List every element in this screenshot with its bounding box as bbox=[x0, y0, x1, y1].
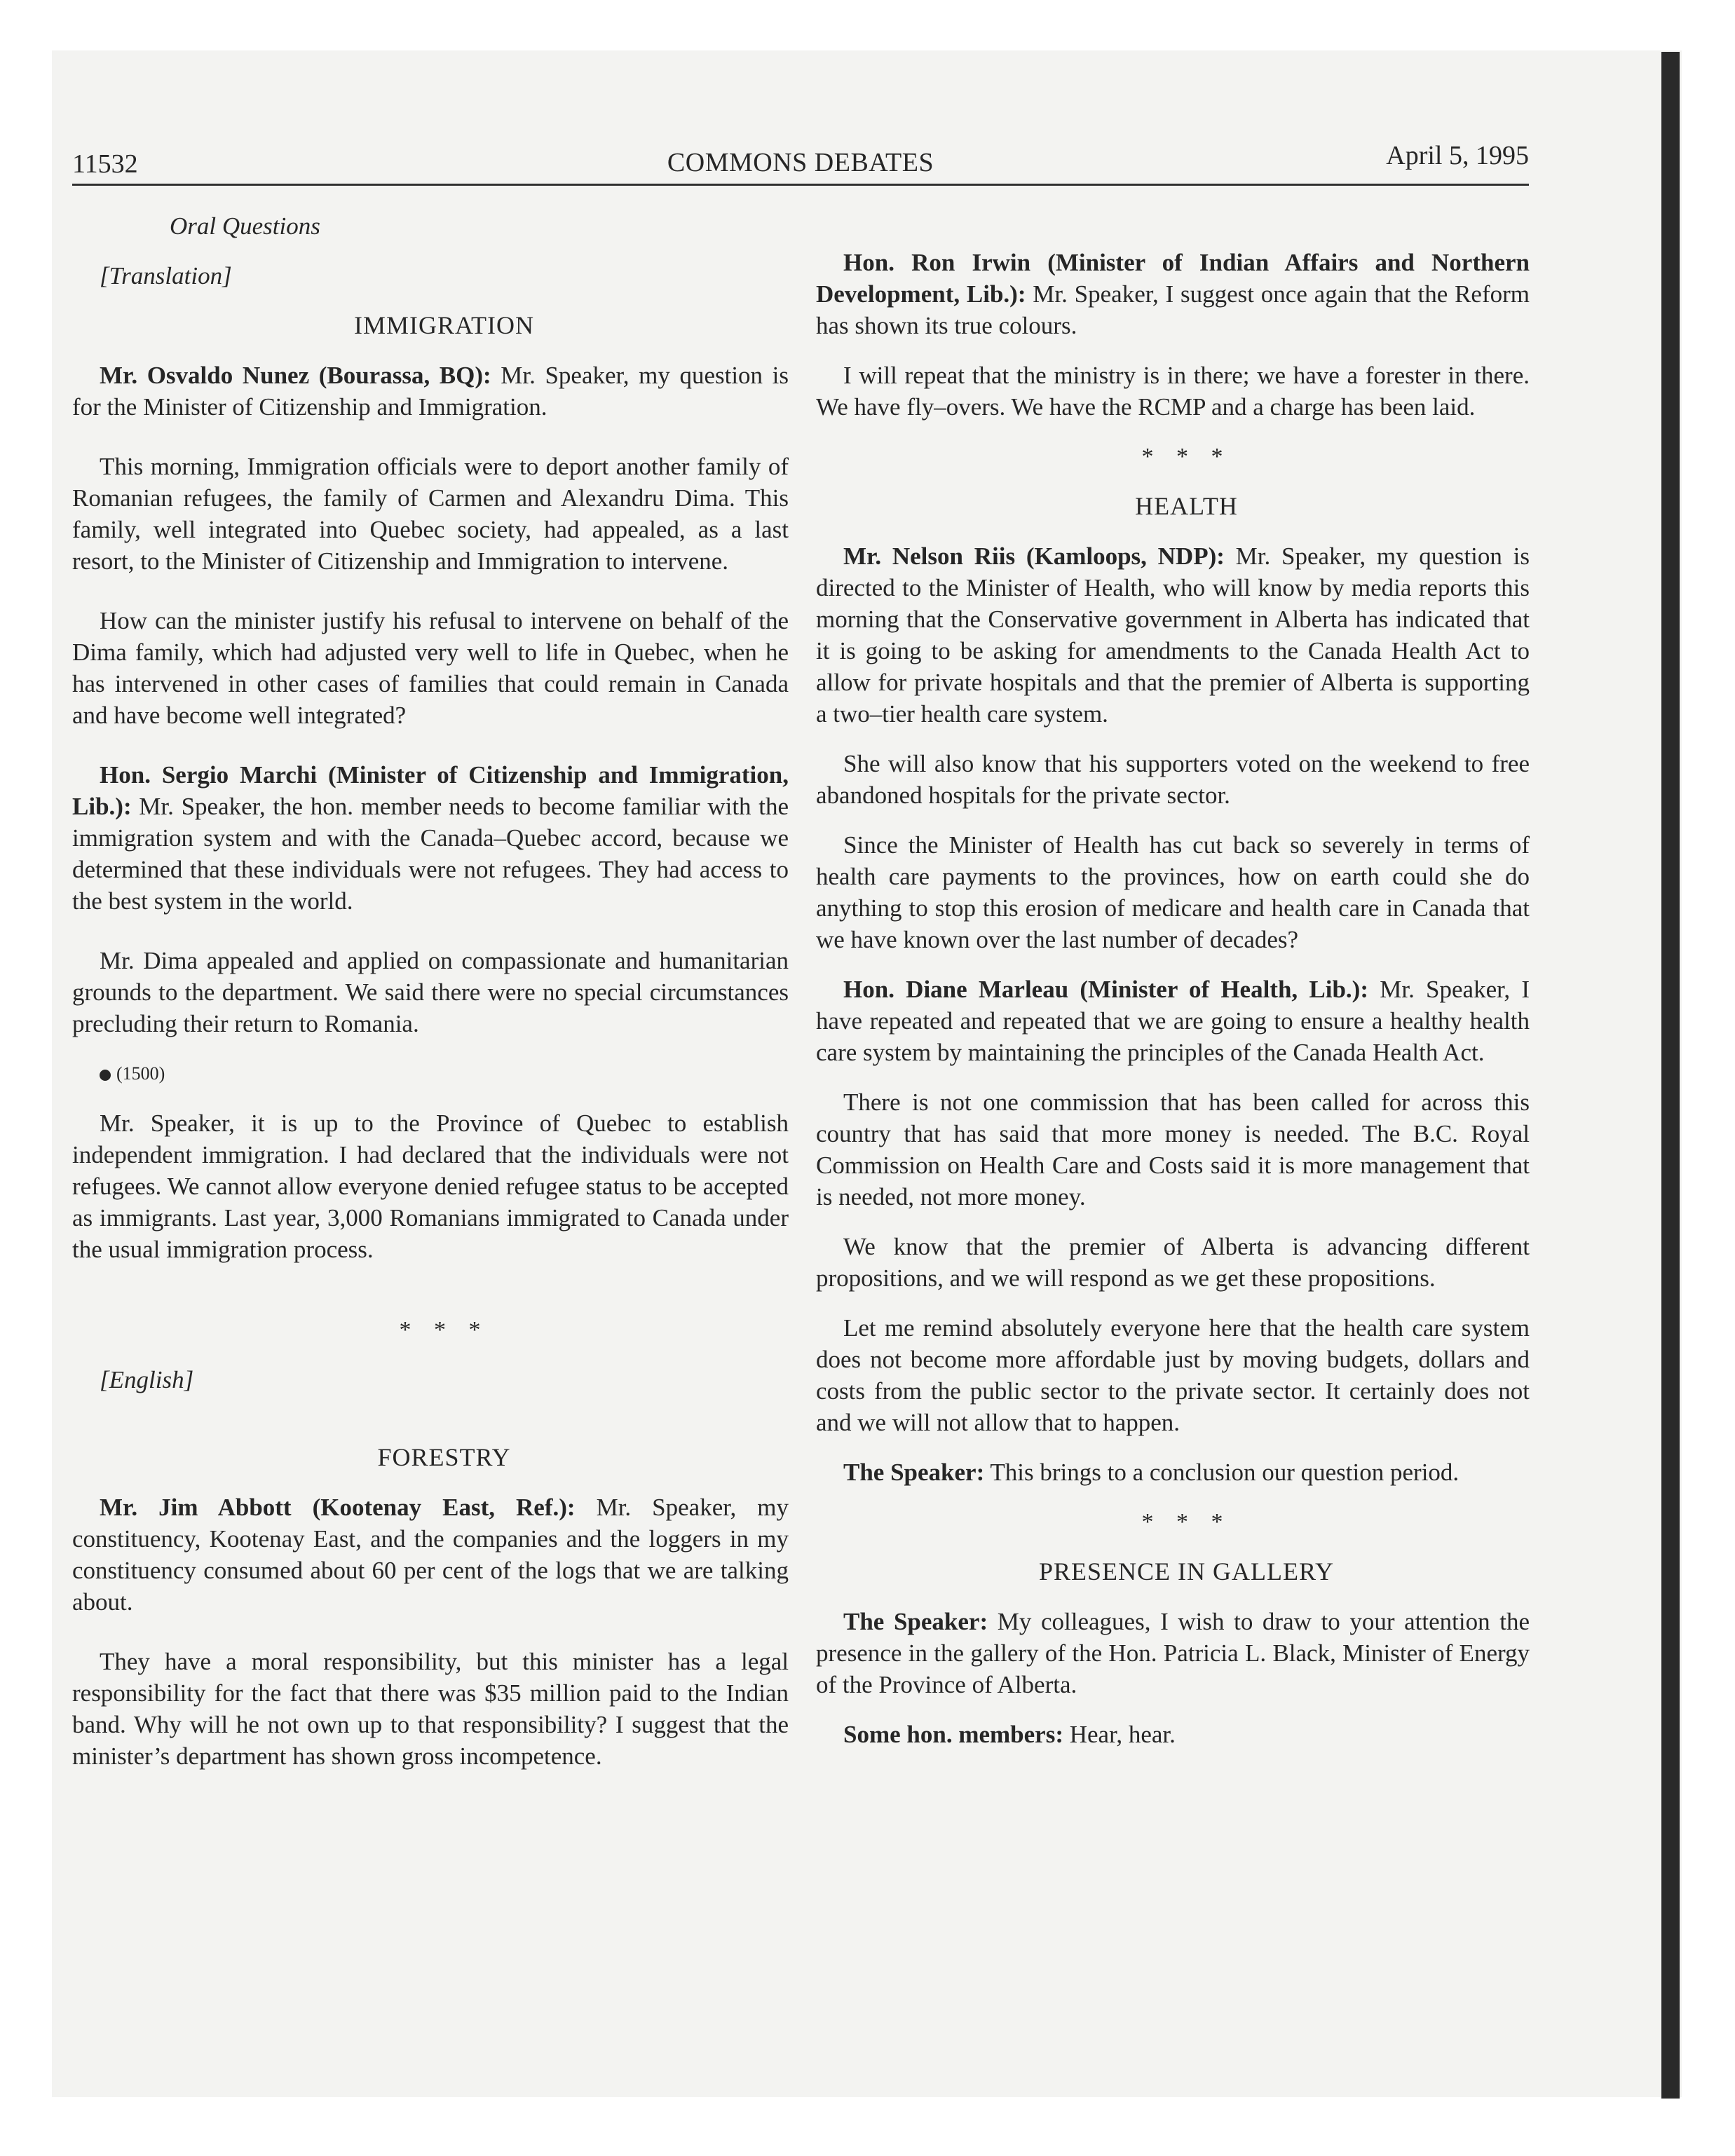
paragraph: Mr. Speaker, it is up to the Province of Quebec to establish independent immigration. I had declared that the individuals were not refugees. We cannot allow everyone denied refugee status to be accepted as immigrants. Last year, 3,000 Romanians immigrated to Canada under the usual immigration process. bbox=[72, 1110, 789, 1263]
page-header bbox=[72, 140, 1529, 182]
speaker-name: The Speaker: bbox=[843, 1459, 985, 1486]
english-tag: [English] bbox=[100, 1366, 194, 1393]
paragraph: We know that the premier of Alberta is advancing different propositions, and we will respond as we get these propositions. bbox=[816, 1233, 1530, 1292]
paragraph: I will repeat that the ministry is in there; we have a forester in there. We have fly–overs. We have the RCMP and a charge has been laid. bbox=[816, 362, 1530, 421]
left-column bbox=[72, 210, 789, 1790]
publication-title: COMMONS DEBATES bbox=[667, 148, 934, 177]
speech-text: This brings to a conclusion our question period. bbox=[984, 1459, 1460, 1486]
paragraph: How can the minister justify his refusal to intervene on behalf of the Dima family, which had adjusted very well to life in Quebec, when he has intervened in other cases of families that could remain in Canada and have become well integrated? bbox=[72, 607, 789, 729]
scan-edge-bar bbox=[1661, 52, 1680, 2099]
paragraph bbox=[72, 360, 789, 423]
translation-tag: [Translation] bbox=[100, 262, 232, 289]
publication-date: April 5, 1995 bbox=[1386, 141, 1529, 170]
speech-text: Mr. Speaker, my question is directed to the Minister of Health, who will know by media reports this morning that the Conservative government in Alberta has indicated that it is going to be asking for amendments to the Canada Health Act to allow for private hospitals and that the premier of Alberta is supporting a two–tier health care system. bbox=[816, 543, 1530, 728]
timestamp-text: (1500) bbox=[116, 1063, 165, 1084]
speaker-name: Hon. Diane Marleau (Minister of Health, Lib.): bbox=[843, 976, 1368, 1003]
paragraph bbox=[816, 1456, 1530, 1488]
paragraph: This morning, Immigration officials were to deport another family of Romanian refugees, the family of Carmen and Alexandru Dima. This family, well integrated into Quebec society, had appealed, as a last resort, to the Minister of Citizenship and Immigration to intervene. bbox=[72, 453, 789, 575]
heading-health: HEALTH bbox=[1135, 492, 1238, 520]
heading-immigration: IMMIGRATION bbox=[354, 311, 534, 339]
speaker-name: Hon. Sergio Marchi (Minister of Citizenship and Immigration, Lib.): bbox=[72, 761, 789, 820]
paragraph bbox=[816, 247, 1530, 341]
speech-text: Mr. Speaker, I have repeated and repeated that we are going to ensure a healthy health care system by maintaining the principles of the Canada Health Act. bbox=[816, 976, 1530, 1066]
paragraph: Since the Minister of Health has cut back so severely in terms of health care payments to the provinces, how on earth could she do anything to stop this erosion of medicare and health care in Canada that we have known over the last number of decades? bbox=[816, 831, 1530, 953]
paragraph: Mr. Dima appealed and applied on compassionate and humanitarian grounds to the department. We said there were no special circumstances precluding their return to Romania. bbox=[72, 947, 789, 1037]
section-separator: * * * bbox=[399, 1317, 489, 1343]
timestamp bbox=[72, 1058, 789, 1089]
page-number: 11532 bbox=[72, 149, 138, 179]
right-column bbox=[816, 247, 1530, 1768]
paragraph bbox=[816, 974, 1530, 1068]
paragraph bbox=[816, 540, 1530, 730]
header-rule bbox=[72, 184, 1529, 186]
paragraph bbox=[72, 1492, 789, 1618]
running-head: Oral Questions bbox=[170, 212, 320, 240]
section-separator: * * * bbox=[1141, 1509, 1232, 1535]
speaker-name: Mr. Osvaldo Nunez (Bourassa, BQ): bbox=[100, 362, 491, 389]
bullet-icon bbox=[100, 1070, 111, 1081]
speech-text: My colleagues, I wish to draw to your attention the presence in the gallery of the Hon. Patricia L. Black, Minister of Energy of the Province of Alberta. bbox=[816, 1608, 1530, 1698]
paragraph: Let me remind absolutely everyone here that the health care system does not become more affordable just by moving budgets, dollars and costs from the public sector to the private sector. It certainly does not and we will not allow that to happen. bbox=[816, 1314, 1530, 1436]
speaker-name: Hon. Ron Irwin (Minister of Indian Affairs and Northern Development, Lib.): bbox=[816, 249, 1530, 308]
speech-text: Mr. Speaker, the hon. member needs to become familiar with the immigration system and with the Canada–Quebec accord, because we determined that these individuals were not refugees. They had access to the best system in the world. bbox=[72, 793, 789, 915]
paragraph: She will also know that his supporters voted on the weekend to free abandoned hospitals for the private sector. bbox=[816, 750, 1530, 809]
section-separator: * * * bbox=[1141, 444, 1232, 470]
speech-text: Mr. Speaker, my constituency, Kootenay East, and the companies and the loggers in my constituency consumed about 60 per cent of the logs that we are talking about. bbox=[72, 1494, 789, 1616]
paragraph bbox=[816, 1719, 1530, 1750]
speech-text: Hear, hear. bbox=[1063, 1721, 1176, 1748]
heading-presence-in-gallery: PRESENCE IN GALLERY bbox=[1038, 1557, 1334, 1585]
speaker-name: Some hon. members: bbox=[843, 1721, 1063, 1748]
paragraph: They have a moral responsibility, but this minister has a legal responsibility for the fact that there was $35 million paid to the Indian band. Why will he not own up to that responsibility? I suggest that the minister’s department has shown gross incompetence. bbox=[72, 1648, 789, 1770]
paragraph bbox=[72, 759, 789, 917]
paragraph: There is not one commission that has been called for across this country that has said that more money is needed. The B.C. Royal Commission on Health Care and Costs said it is more management that is needed, not more money. bbox=[816, 1089, 1530, 1210]
speaker-name: The Speaker: bbox=[843, 1608, 988, 1635]
speaker-name: Mr. Jim Abbott (Kootenay East, Ref.): bbox=[100, 1494, 576, 1521]
paragraph bbox=[816, 1606, 1530, 1700]
speech-text: Mr. Speaker, my question is for the Minister of Citizenship and Immigration. bbox=[72, 362, 789, 421]
speech-text: Mr. Speaker, I suggest once again that the Reform has shown its true colours. bbox=[816, 280, 1530, 339]
speaker-name: Mr. Nelson Riis (Kamloops, NDP): bbox=[843, 543, 1225, 570]
heading-forestry: FORESTRY bbox=[377, 1443, 511, 1471]
